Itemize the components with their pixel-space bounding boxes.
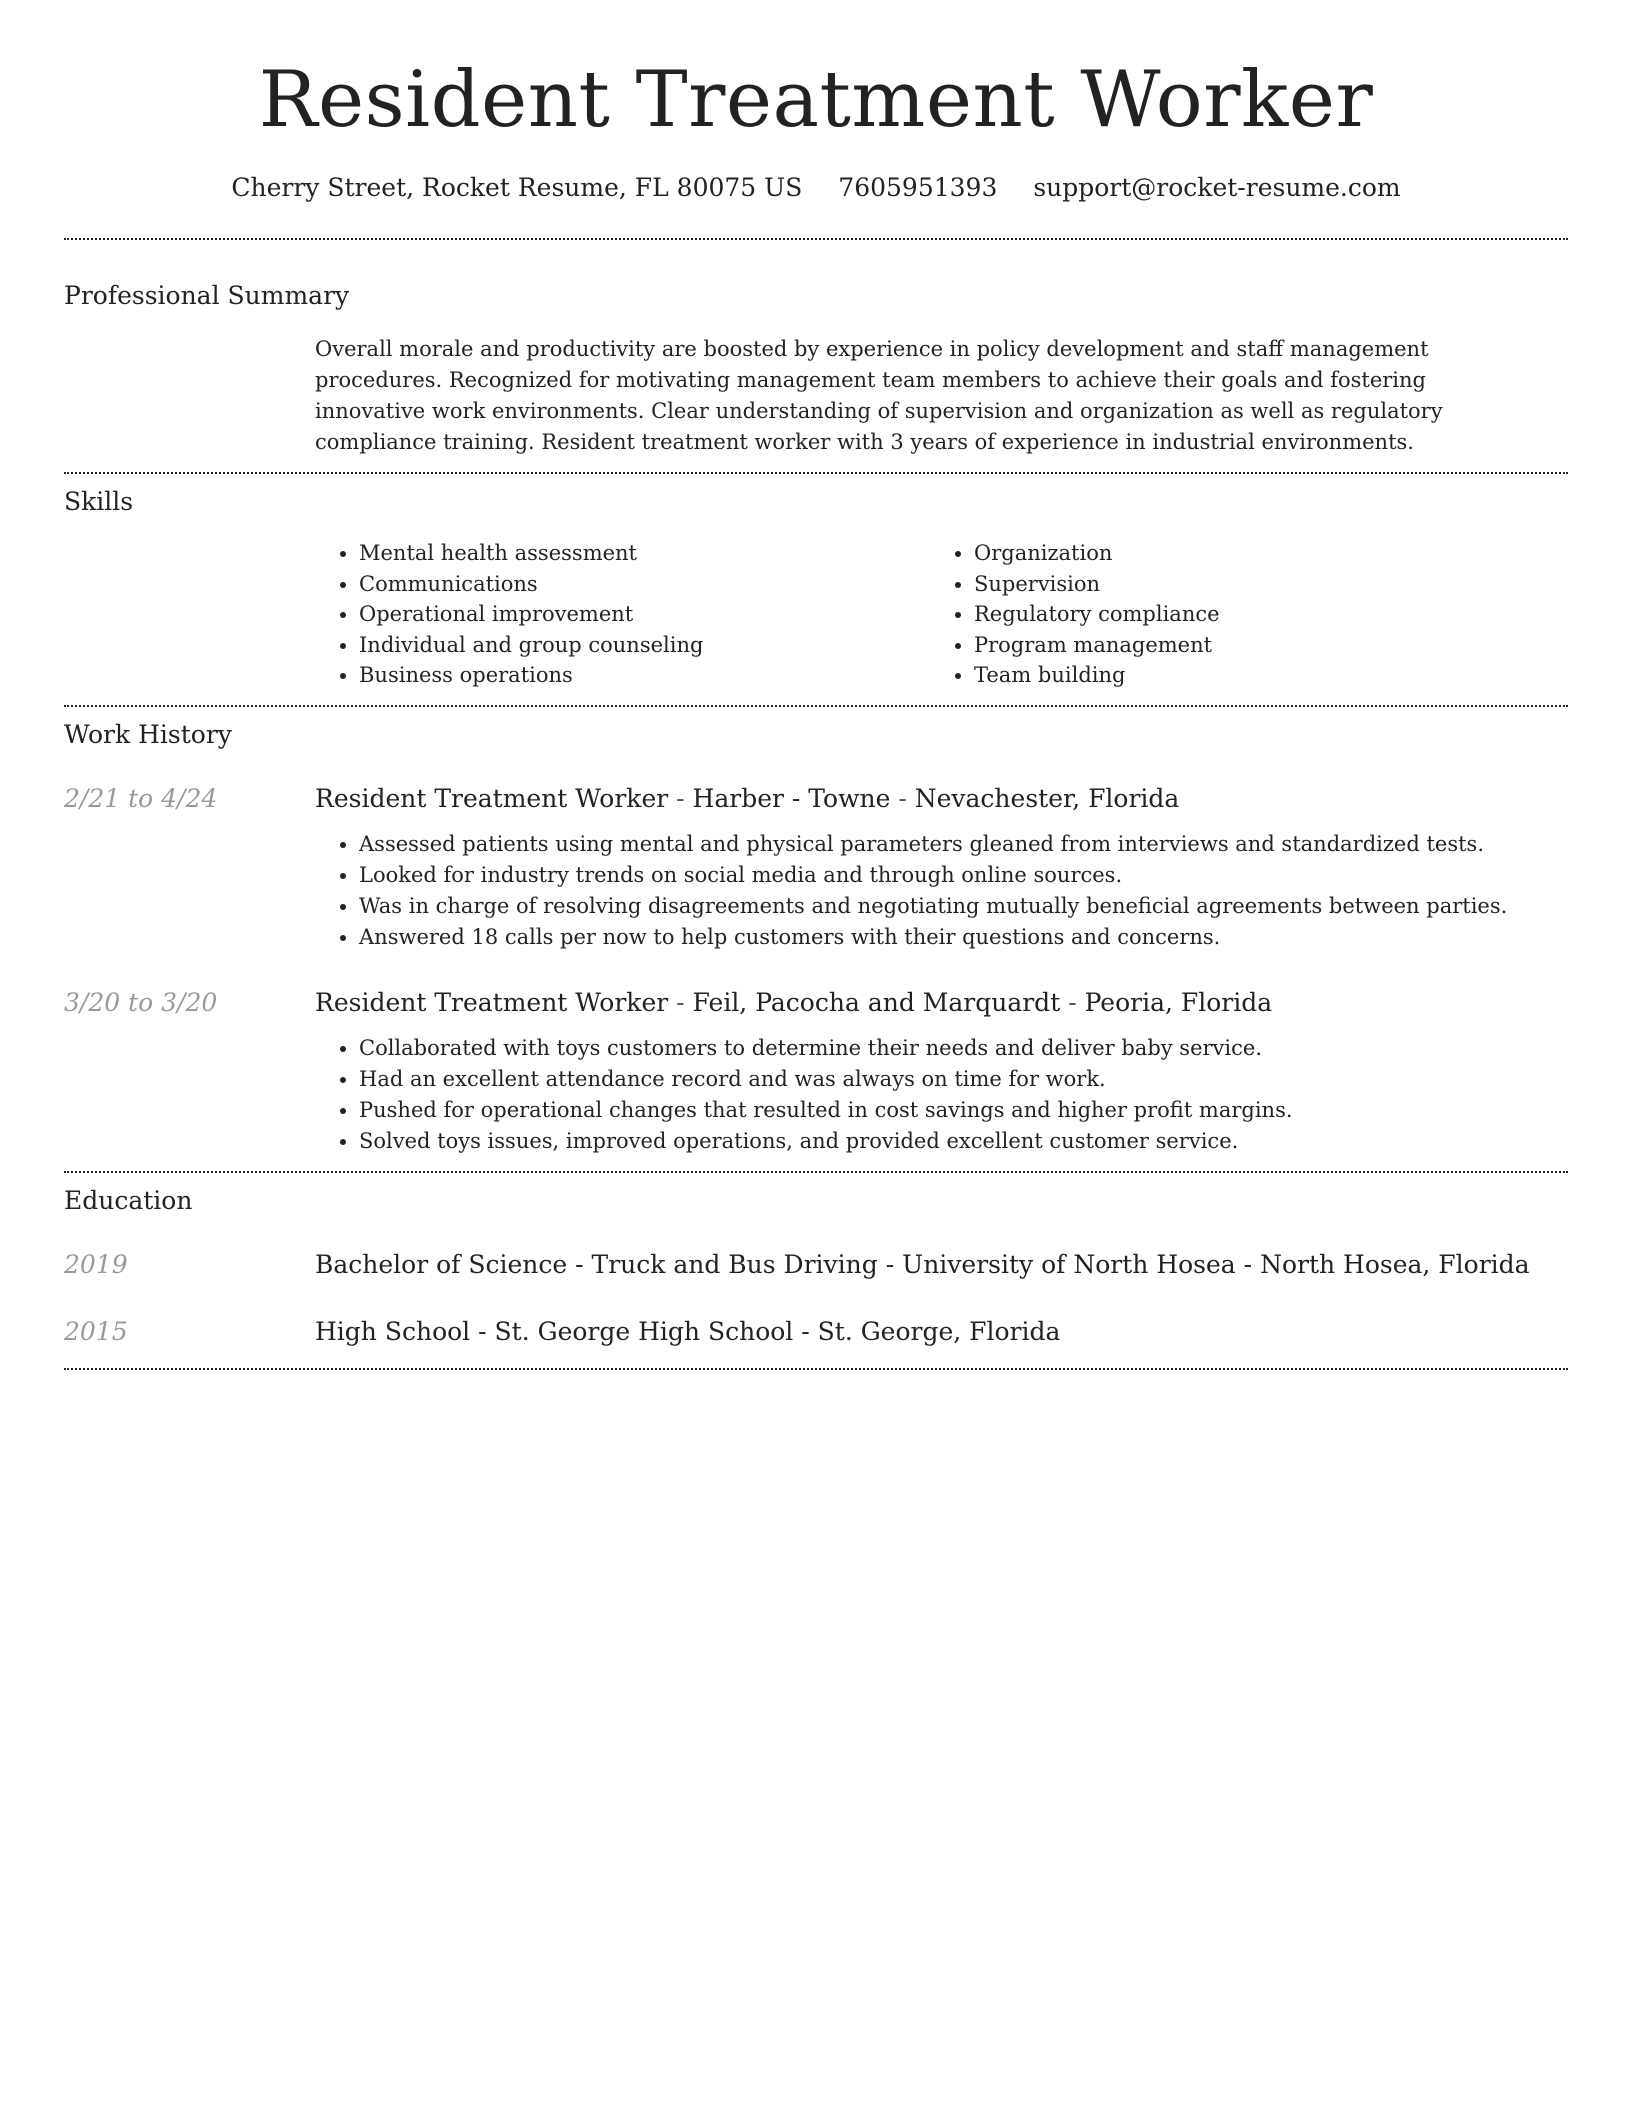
job-heading	[315, 783, 1568, 815]
job-bullets	[315, 829, 1568, 953]
job-bullet: • Answered 18 calls per now to help customers with their questions and concerns.	[359, 922, 1568, 953]
education-entry	[64, 1316, 1568, 1348]
skill-item: • Communications	[359, 569, 930, 600]
divider	[64, 238, 1568, 240]
skills-column-left	[315, 538, 930, 691]
education-degree: High School	[315, 1316, 471, 1346]
contact-line	[64, 172, 1568, 204]
candidate-name: Resident Treatment Worker	[258, 55, 1374, 145]
section-title-skills: Skills	[64, 487, 134, 516]
education-school: University of North Hosea	[902, 1249, 1236, 1279]
skills-grid	[315, 538, 1568, 691]
section-title-summary: Professional Summary	[64, 281, 350, 310]
job-bullet: • Solved toys issues, improved operations, and provided excellent customer service.	[359, 1126, 1568, 1157]
separator: -	[470, 1316, 495, 1346]
skill-item: • Business operations	[359, 660, 930, 691]
skill-item: • Program management	[974, 630, 1545, 661]
job-bullet: • Assessed patients using mental and physical parameters gleaned from interviews and standardized tests.	[359, 829, 1568, 860]
divider	[64, 1368, 1568, 1370]
job-heading	[315, 987, 1568, 1019]
separator: -	[793, 1316, 818, 1346]
job-role: Resident Treatment Worker	[315, 783, 669, 813]
contact-email: support@rocket-resume.com	[1033, 173, 1401, 202]
skill-item: • Supervision	[974, 569, 1545, 600]
job-location: Nevachester, Florida	[914, 783, 1180, 813]
job-bullet: • Collaborated with toys customers to determine their needs and deliver baby service.	[359, 1033, 1568, 1064]
separator: -	[1060, 987, 1085, 1017]
education-year: 2015	[64, 1316, 128, 1346]
job-bullet: • Pushed for operational changes that resulted in cost savings and higher profit margins.	[359, 1095, 1568, 1126]
job-bullet: • Looked for industry trends on social media and through online sources.	[359, 860, 1568, 891]
education-year: 2019	[64, 1249, 128, 1279]
summary-text: Overall morale and productivity are boosted by experience in policy development and staff management procedures. Recognized for motivating management team members to achieve their goals and fostering innovative work environments. Clear understanding of supervision and organization as well as regulatory compliance training. Resident treatment worker with 3 years of experience in industrial environments.	[315, 337, 1443, 454]
job-company: Feil, Pacocha and Marquardt	[692, 987, 1061, 1017]
skill-item: • Mental health assessment	[359, 538, 930, 569]
education-details	[315, 1249, 1530, 1281]
contact-address: Cherry Street, Rocket Resume, FL 80075 US	[231, 173, 803, 202]
skill-item: • Organization	[974, 538, 1545, 569]
divider	[64, 705, 1568, 707]
job-body	[315, 987, 1568, 1157]
education-location: North Hosea, Florida	[1260, 1249, 1530, 1279]
skill-item: • Team building	[974, 660, 1545, 691]
contact-phone: 7605951393	[838, 173, 998, 202]
job-body	[315, 783, 1568, 953]
separator: -	[567, 1249, 592, 1279]
job-entry	[64, 783, 1568, 953]
separator: -	[668, 987, 693, 1017]
education-degree: Bachelor of Science	[315, 1249, 568, 1279]
education-field: Truck and Bus Driving	[591, 1249, 878, 1279]
job-dates: 3/20 to 3/20	[64, 987, 218, 1017]
job-role: Resident Treatment Worker	[315, 987, 669, 1017]
skill-item: • Operational improvement	[359, 599, 930, 630]
job-bullet: • Was in charge of resolving disagreements and negotiating mutually beneficial agreements between parties.	[359, 891, 1568, 922]
separator: -	[890, 783, 915, 813]
skills-column-right	[930, 538, 1545, 691]
job-bullets	[315, 1033, 1568, 1157]
separator: -	[877, 1249, 903, 1279]
separator: -	[668, 783, 693, 813]
divider	[64, 472, 1568, 474]
education-school: St. George High School	[494, 1316, 794, 1346]
skill-item: • Individual and group counseling	[359, 630, 930, 661]
section-title-work-history: Work History	[64, 719, 232, 749]
job-dates: 2/21 to 4/24	[64, 783, 218, 813]
education-location: St. George, Florida	[817, 1316, 1061, 1346]
education-details	[315, 1316, 1060, 1348]
education-entry	[64, 1249, 1568, 1281]
job-location: Peoria, Florida	[1084, 987, 1273, 1017]
resume-page	[64, 0, 1568, 1370]
job-company: Harber - Towne	[692, 783, 891, 813]
section-title-education: Education	[64, 1185, 193, 1215]
skill-item: • Regulatory compliance	[974, 599, 1545, 630]
job-bullet: • Had an excellent attendance record and was always on time for work.	[359, 1064, 1568, 1095]
job-entry	[64, 987, 1568, 1157]
separator: -	[1235, 1249, 1261, 1279]
divider	[64, 1171, 1568, 1173]
